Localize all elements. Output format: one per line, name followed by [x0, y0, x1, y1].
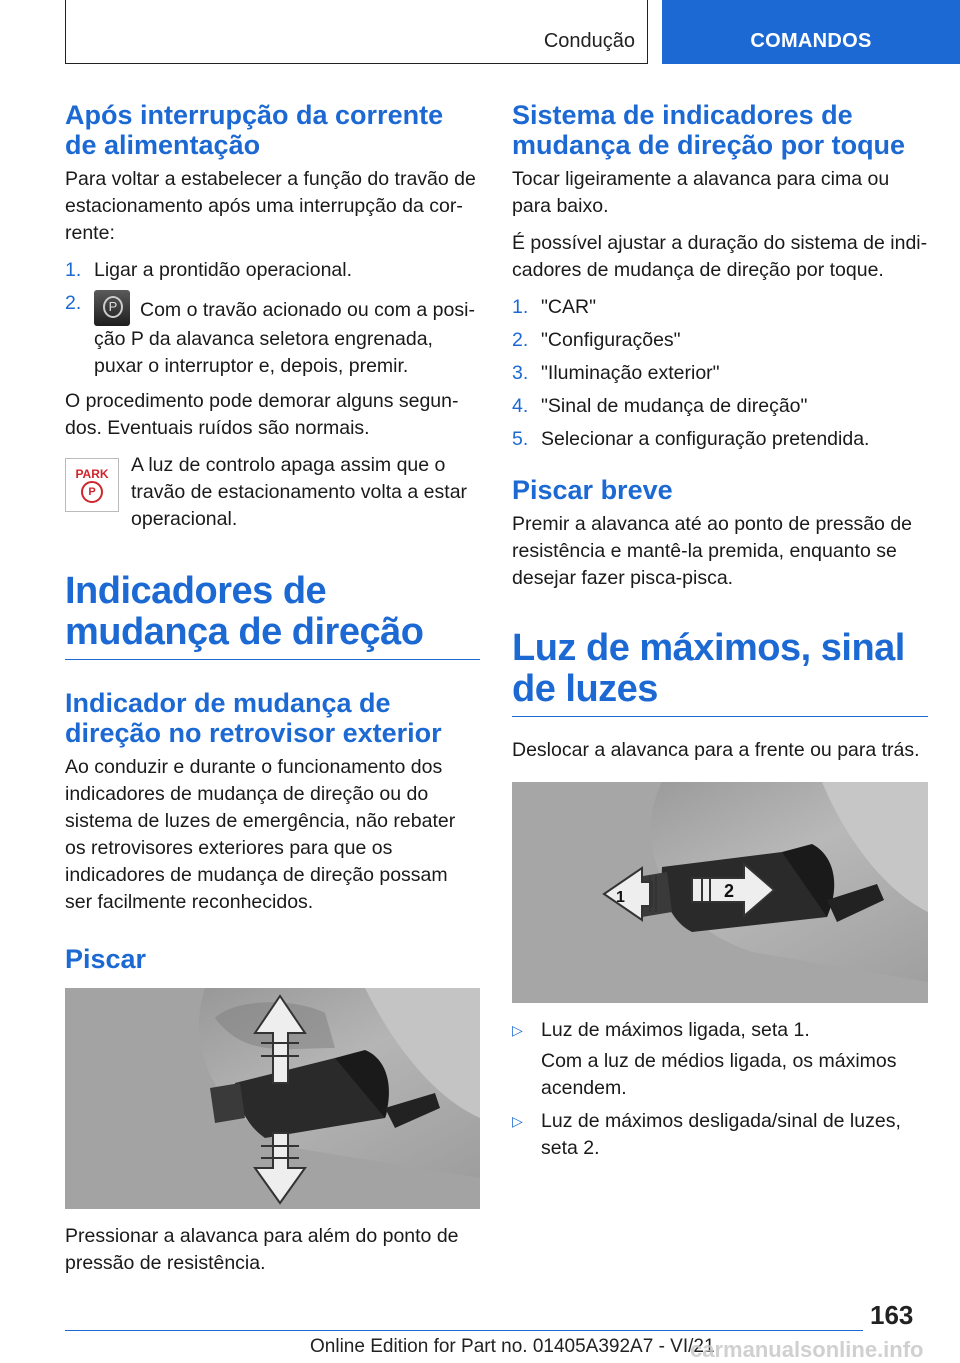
step-number: 2.: [512, 329, 529, 351]
heading-mirror-indicator: Indicador de mudança de direção no retrovisor exterior: [65, 688, 442, 748]
list-item: [512, 1017, 928, 1102]
heading-turn-signals: Indicadores de mudança de direção: [65, 571, 480, 660]
text-piscar: Pressionar a alavanca para além do ponto de pressão de resistência.: [65, 1225, 459, 1274]
edition-text: Online Edition for Part no. 01405A392A7 - VI/21: [310, 1336, 715, 1357]
step-text: Com o travão acionado ou com a posição P da alavanca seletora engrenada, puxar o interruptor e, depois, premir.: [94, 299, 475, 377]
text-mirror-indicator: Ao conduzir e durante o funcionamento dos indicadores de mudança de direção ou do sistema de luzes de emergência, não rebater os retrovisores exteriores para que os indicadores de mudança de direção possam ser facilmente reconhecidos.: [65, 756, 456, 913]
power-steps-list: [65, 257, 480, 380]
step-number: 5.: [512, 428, 529, 450]
turn-signal-lever-photo: [65, 988, 480, 1209]
step-number: 3.: [512, 362, 529, 384]
list-item: [512, 360, 928, 387]
header-chapter-label: COMANDOS: [750, 30, 872, 52]
list-item: [512, 294, 928, 321]
right-column: [512, 100, 928, 1168]
step-text: "CAR": [541, 296, 597, 318]
arrow-2-label: 2: [724, 881, 735, 901]
heading-high-beam: Luz de máximos, sinal de luzes: [512, 628, 928, 717]
page-number: 163: [870, 1300, 914, 1330]
high-beam-lever-photo: [512, 782, 928, 1003]
watermark: carmanualsonline.info: [690, 1337, 924, 1362]
heading-power-interruption: Após interrupção da corrente de alimentação: [65, 100, 444, 160]
park-icon-label: PARK: [75, 466, 109, 481]
list-item: [512, 393, 928, 420]
triangle-bullet-icon: ▷: [512, 1022, 523, 1038]
step-number: 1.: [512, 296, 529, 318]
heading-piscar: Piscar: [65, 944, 147, 974]
menu-steps-list: [512, 294, 928, 453]
text-high-beam: Deslocar a alavanca para a frente ou para trás.: [512, 739, 920, 761]
heading-piscar-breve: Piscar breve: [512, 475, 673, 505]
parking-brake-switch-icon: [94, 290, 130, 326]
triangle-bullet-icon: ▷: [512, 1113, 523, 1129]
list-item: [65, 257, 480, 284]
text-piscar-breve: Premir a alavanca até ao ponto de pressão de resistência e mantê-la premida, enquanto se desejar fazer pisca-pisca.: [512, 513, 913, 589]
list-item: [512, 426, 928, 453]
text-procedure: O procedimento pode demorar alguns segundos. Eventuais ruídos são normais.: [65, 390, 459, 439]
list-item: [512, 327, 928, 354]
bullet-text: Luz de máximos ligada, seta 1.: [541, 1019, 810, 1041]
high-beam-bullet-list: [512, 1017, 928, 1162]
bullet-text: Luz de máximos desligada/sinal de luzes, seta 2.: [541, 1110, 901, 1159]
text-power-interruption: Para voltar a estabelecer a função do travão de estacionamento após uma interrupção da corrente:: [65, 168, 476, 244]
text-touch-1: Tocar ligeiramente a alavanca para cima ou para baixo.: [512, 168, 890, 217]
left-column: [65, 100, 480, 1287]
text-control-light: A luz de controlo apaga assim que o travão de estacionamento volta a estar operacional.: [131, 454, 468, 530]
header-section-label: Condução: [543, 30, 635, 52]
step-number: 1.: [65, 259, 82, 281]
step-text: Selecionar a configuração pretendida.: [541, 428, 870, 450]
header-section-box: [65, 0, 648, 64]
bullet-subtext: Com a luz de médios ligada, os máximos acendem.: [541, 1050, 897, 1099]
heading-touch-indicator: Sistema de indicadores de mudança de direção por toque: [512, 100, 906, 160]
list-item: [512, 1108, 928, 1162]
park-icon-p: P: [81, 481, 103, 503]
park-indicator-note: [65, 452, 480, 533]
header-chapter-tab[interactable]: [662, 0, 960, 64]
step-number: 4.: [512, 395, 529, 417]
step-text: "Configurações": [541, 329, 681, 351]
step-text: Ligar a prontidão operacional.: [94, 259, 353, 281]
park-warning-icon: [65, 458, 119, 512]
footer-divider: [65, 1330, 863, 1331]
step-text: "Sinal de mudança de direção": [541, 395, 808, 417]
text-touch-2: É possível ajustar a duração do sistema de indicadores de mudança de direção por toque.: [512, 232, 928, 281]
step-text: "Iluminação exterior": [541, 362, 720, 384]
arrow-1-label: 1: [616, 889, 625, 906]
list-item: [65, 290, 480, 380]
step-number: 2.: [65, 292, 82, 314]
